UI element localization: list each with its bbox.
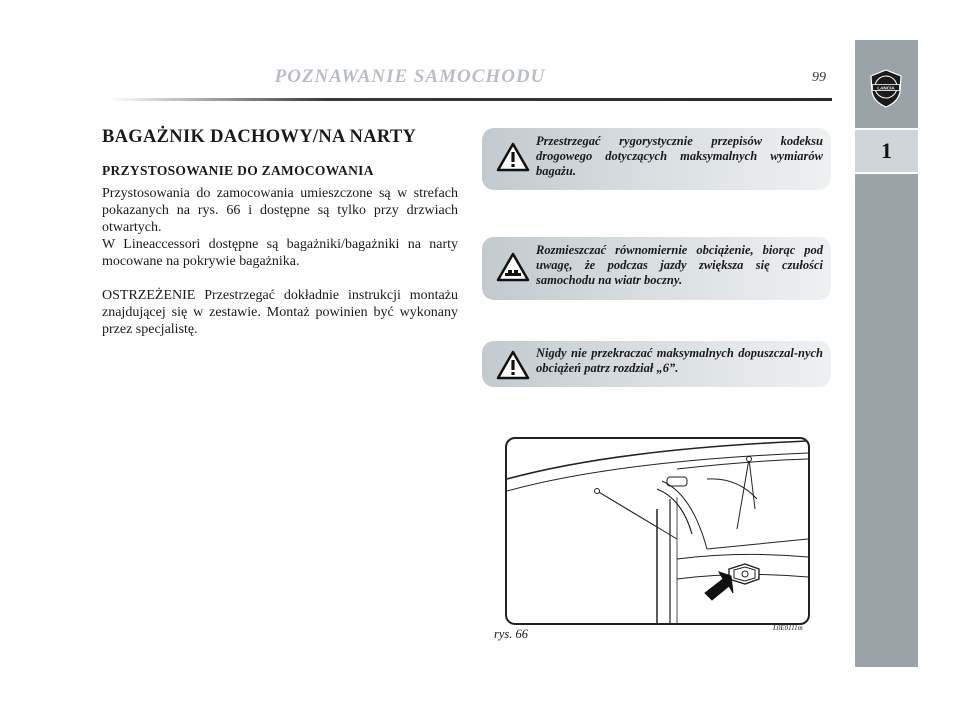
warning-box: [482, 237, 831, 300]
warning-box: [482, 128, 831, 190]
warning-text: Nigdy nie przekraczać maksymalnych dopuszczal-nych obciążeń patrz rozdział „6”.: [536, 346, 823, 375]
roof-mount-drawing: [507, 439, 808, 623]
warning-text: Rozmieszczać równomiernie obciążenie, biorąc pod uwagę, że podczas jazdy zwiększa się czułości samochodu na wiatr boczny.: [536, 243, 823, 287]
warning-paragraph: OSTRZEŻENIE Przestrzegać dokładnie instrukcji montażu znajdującej się w zestawie. Montaż powinien być wykonany przez specjalistę.: [102, 288, 458, 337]
warning-triangle-icon: [496, 350, 530, 380]
running-header-title: POZNAWANIE SAMOCHODU: [274, 66, 546, 87]
page-number: 99: [812, 70, 826, 85]
figure-code: L0E0111m: [773, 624, 803, 632]
section-title: BAGAŻNIK DACHOWY/NA NARTY: [102, 127, 417, 147]
warning-triangle-icon: [496, 142, 530, 172]
subsection-title: PRZYSTOSOWANIE DO ZAMOCOWANIA: [102, 163, 374, 178]
body-paragraph: W Lineaccessori dostępne są bagażniki/bagażniki na narty mocowane na pokrywie bagażnika.: [102, 237, 458, 269]
load-warning-triangle-icon: [496, 252, 530, 282]
body-paragraph: Przystosowania do zamocowania umieszczone są w strefach pokazanych na rys. 66 i dostępne są tylko przy drzwiach otwartych.: [102, 186, 458, 235]
logo-lettering: LANCIA: [877, 85, 895, 91]
warning-box: [482, 341, 831, 387]
header-divider: [110, 98, 832, 101]
figure-caption: rys. 66: [494, 627, 529, 641]
warning-text: Przestrzegać rygorystycznie przepisów kodeksu drogowego dotyczących maksymalnych wymiarów bagażu.: [536, 134, 823, 178]
main-text-column: [102, 127, 458, 338]
figure-illustration: [505, 437, 810, 625]
chapter-number-tab[interactable]: 1: [855, 128, 918, 174]
lancia-logo-icon: [866, 68, 906, 108]
